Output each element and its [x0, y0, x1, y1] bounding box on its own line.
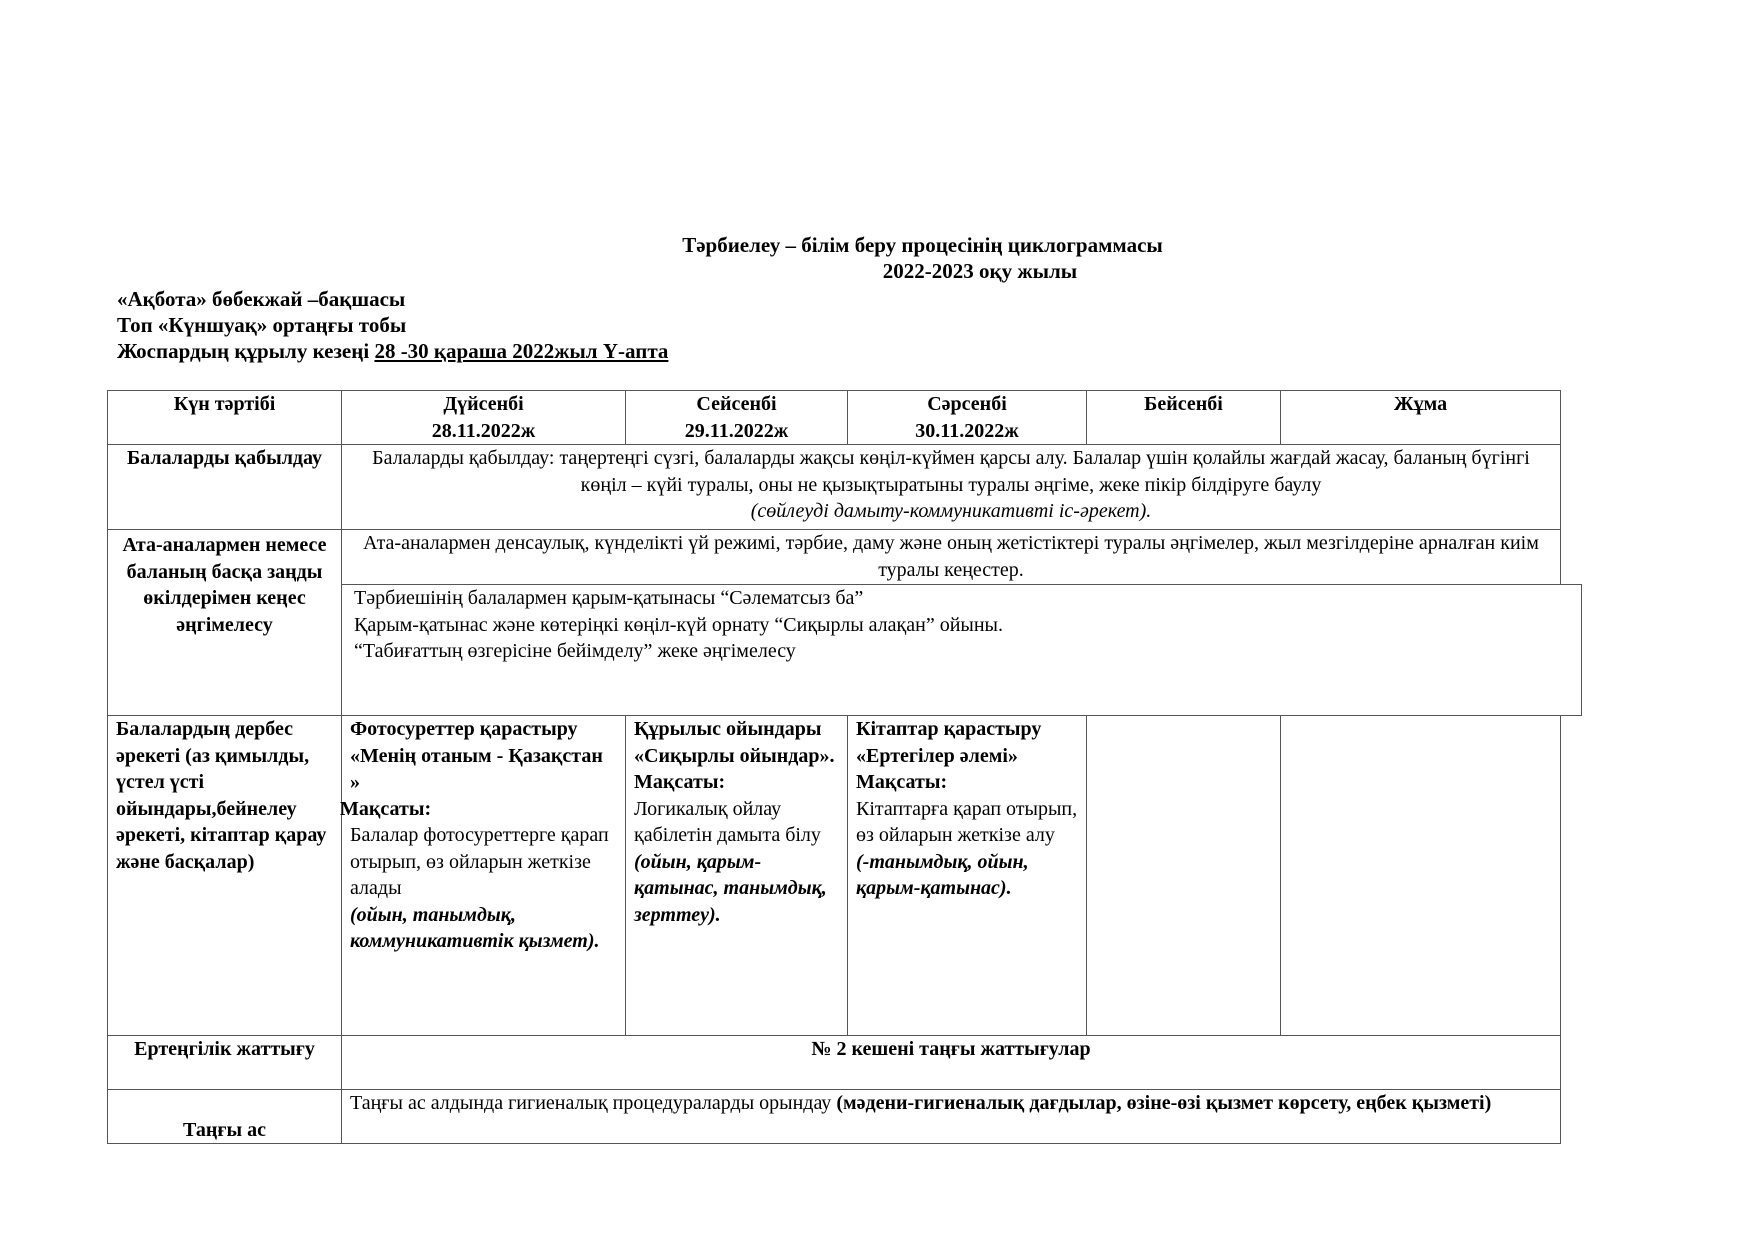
row-parents	[108, 530, 1561, 716]
activity-note: (ойын, танымдық, коммуникативтік қызмет).	[350, 903, 600, 952]
header-cell-routine	[108, 391, 342, 445]
header-date-label: 29.11.2022ж	[684, 419, 789, 442]
exercise-content: № 2 кешені таңғы жаттығулар	[342, 1036, 1561, 1090]
reception-text: Балаларды қабылдау: таңертеңгі сүзгі, балаларды жақсы көңіл-күймен қарсы алу. Балалар үшін қолайлы жағдай жасау, баланың бүгінгі көңіл – күйі туралы, оны не қызықтыратыны туралы әңгіме, жеке пікір білдіруге баулу	[372, 447, 1530, 496]
parents-consult-text: Ата-аналармен денсаулық, күнделікті үй режимі, тәрбие, даму және оның жетістіктері туралы әңгімелер, жыл мезгілдеріне арналған киім туралы кеңестер.	[363, 532, 1539, 581]
activity-goal: Кітаптарға қарап отырып, өз ойларын жеткізе алу	[856, 797, 1078, 846]
activity-goal-label: Мақсаты:	[634, 771, 726, 793]
parents-line: Тәрбиешінің балалармен қарым-қатынасы “Сәлематсыз ба”	[354, 587, 864, 609]
parents-line: “Табиғаттың өзгерісіне бейімделу” жеке әңгімелесу	[354, 640, 796, 662]
breakfast-content	[342, 1090, 1561, 1144]
activity-note: (ойын, қарым-қатынас, танымдық, зерттеу).	[634, 850, 827, 926]
row-label-exercise: Ертеңгілік жаттығу	[108, 1036, 342, 1090]
title-line-1: Тәрбиелеу – білім беру процесінің циклограммасы	[682, 233, 1163, 257]
activity-friday	[1281, 716, 1561, 1036]
row-label-independent: Балалардың дербес әрекеті (аз қимылды, үстел үсті ойындары,бейнелеу әрекеті, кітаптар қарау және басқалар)	[108, 716, 342, 1036]
header-day-label: Сәрсенбі	[927, 393, 1007, 415]
header-cell-tuesday	[626, 391, 848, 445]
header-date-label: 30.11.2022ж	[915, 419, 1019, 442]
table-header-row	[108, 391, 1561, 445]
parents-sub-box	[341, 584, 1582, 716]
header-day-label: Күн тәртібі	[173, 393, 276, 415]
row-breakfast	[108, 1090, 1561, 1144]
header-day-label: Бейсенбі	[1144, 393, 1223, 415]
header-cell-thursday	[1087, 391, 1281, 445]
activity-title: Құрылыс ойындары «Сиқырлы ойындар».	[634, 718, 835, 767]
header-cell-wednesday	[848, 391, 1087, 445]
plan-period	[117, 338, 668, 364]
document-header	[117, 286, 668, 364]
header-cell-friday	[1281, 391, 1561, 445]
header-date-label: 28.11.2022ж	[431, 419, 536, 442]
activity-title: Кітаптар қарастыру «Ертегілер әлемі»	[856, 718, 1042, 767]
parents-content	[342, 530, 1561, 716]
header-day-label: Дүйсенбі	[443, 393, 524, 415]
activity-monday	[342, 716, 626, 1036]
activity-goal-label: Мақсаты:	[856, 771, 948, 793]
row-label-reception: Балаларды қабылдау	[108, 445, 342, 530]
row-morning-exercise	[108, 1036, 1561, 1090]
title-line-2: 2022-2023 оқу жылы	[882, 259, 1078, 283]
plan-period-value: 28 -30 қараша 2022жыл Ү-апта	[374, 339, 669, 363]
activity-goal: Логикалық ойлау қабілетін дамыта білу	[634, 797, 821, 846]
activity-goal: Балалар фотосуреттерге қарап отырып, өз ойларын жеткізе алады	[350, 824, 609, 899]
document-title	[0, 232, 1755, 284]
breakfast-text: Таңғы ас алдында гигиеналық процедураларды орындау	[350, 1092, 837, 1114]
activity-goal-label: Мақсаты:	[340, 797, 432, 820]
row-reception	[108, 445, 1561, 530]
header-cell-monday	[342, 391, 626, 445]
header-day-label: Жұма	[1393, 393, 1448, 415]
activity-note: (-танымдық, ойын, қарым-қатынас).	[856, 850, 1029, 899]
activity-title: Фотосуреттер қарастыру «Менің отаным - Қазақстан »	[350, 718, 603, 793]
activity-wednesday	[848, 716, 1087, 1036]
activity-tuesday	[626, 716, 848, 1036]
kindergarten-name: «Ақбота» бөбекжай –бақшасы	[117, 287, 406, 311]
parents-line: Қарым-қатынас және көтеріңкі көңіл-күй орнату “Сиқырлы алақан” ойыны.	[354, 613, 1003, 636]
plan-period-label: Жоспардың құрылу кезеңі	[117, 339, 375, 363]
row-independent-activity	[108, 716, 1561, 1036]
row-label-breakfast: Таңғы ас	[108, 1090, 342, 1144]
breakfast-note: (мәдени-гигиеналық дағдылар, өзіне-өзі қызмет көрсету, еңбек қызметі)	[836, 1092, 1492, 1114]
reception-content	[342, 445, 1561, 530]
header-day-label: Сейсенбі	[696, 393, 777, 415]
row-label-parents: Ата-аналармен немесе баланың басқа заңды өкілдерімен кеңес әңгімелесу	[108, 530, 342, 716]
activity-thursday	[1087, 716, 1281, 1036]
group-name: Топ «Күншуақ» ортаңғы тобы	[117, 313, 407, 337]
schedule-table	[107, 390, 1561, 1144]
reception-note: (сөйлеуді дамыту-коммуникативті іс-әрекет).	[750, 500, 1152, 522]
